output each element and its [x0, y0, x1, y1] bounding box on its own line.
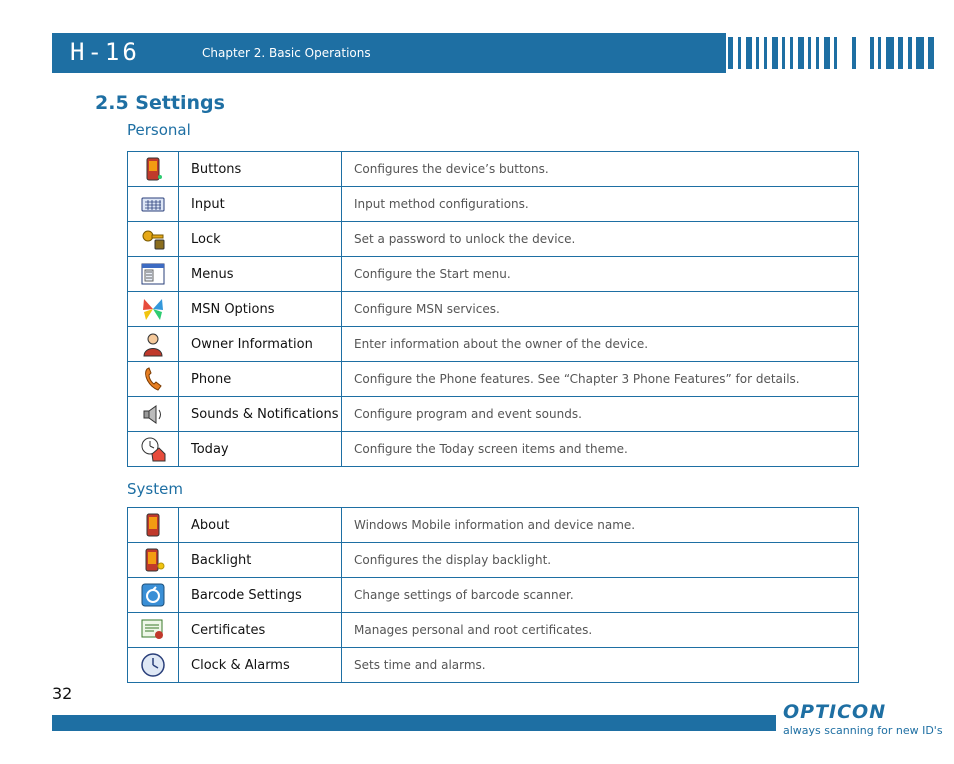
- phone-handset-icon: [140, 366, 166, 392]
- icon-cell: [128, 257, 179, 292]
- personal-setting-row: [128, 362, 859, 397]
- setting-description: Configure MSN services.: [342, 292, 859, 327]
- setting-description: Configure the Phone features. See “Chapter 3 Phone Features” for details.: [342, 362, 859, 397]
- setting-name: Barcode Settings: [179, 578, 342, 613]
- setting-name: Input: [179, 187, 342, 222]
- setting-description: Configure the Today screen items and theme.: [342, 432, 859, 467]
- setting-name: Phone: [179, 362, 342, 397]
- msn-butterfly-icon: [140, 296, 166, 322]
- system-setting-row: [128, 578, 859, 613]
- icon-cell: [128, 432, 179, 467]
- icon-cell: [128, 397, 179, 432]
- menu-window-icon: [140, 261, 166, 287]
- section-title: 2.5 Settings: [95, 92, 225, 114]
- icon-cell: [128, 327, 179, 362]
- setting-name: MSN Options: [179, 292, 342, 327]
- setting-name: Clock & Alarms: [179, 648, 342, 683]
- setting-name: About: [179, 508, 342, 543]
- setting-name: Lock: [179, 222, 342, 257]
- today-clock-home-icon: [140, 436, 166, 462]
- setting-name: Today: [179, 432, 342, 467]
- system-setting-row: [128, 613, 859, 648]
- setting-description: Input method configurations.: [342, 187, 859, 222]
- setting-name: Sounds & Notifications: [179, 397, 342, 432]
- personal-setting-row: [128, 222, 859, 257]
- setting-description: Enter information about the owner of the device.: [342, 327, 859, 362]
- icon-cell: [128, 152, 179, 187]
- icon-cell: [128, 508, 179, 543]
- setting-description: Set a password to unlock the device.: [342, 222, 859, 257]
- personal-setting-row: [128, 257, 859, 292]
- icon-cell: [128, 578, 179, 613]
- setting-name: Owner Information: [179, 327, 342, 362]
- setting-name: Backlight: [179, 543, 342, 578]
- barcode-graphic-icon: [726, 33, 936, 73]
- setting-description: Sets time and alarms.: [342, 648, 859, 683]
- setting-description: Configures the display backlight.: [342, 543, 859, 578]
- speaker-icon: [140, 401, 166, 427]
- icon-cell: [128, 543, 179, 578]
- setting-description: Change settings of barcode scanner.: [342, 578, 859, 613]
- personal-setting-row: [128, 152, 859, 187]
- system-setting-row: [128, 543, 859, 578]
- setting-description: Manages personal and root certificates.: [342, 613, 859, 648]
- personal-setting-row: [128, 432, 859, 467]
- page-number: 32: [52, 684, 73, 703]
- icon-cell: [128, 222, 179, 257]
- device-buttons-icon: [140, 156, 166, 182]
- barcode-scanner-icon: [140, 582, 166, 608]
- icon-cell: [128, 648, 179, 683]
- system-settings-table: [127, 507, 859, 683]
- icon-cell: [128, 362, 179, 397]
- personal-heading: Personal: [127, 121, 191, 139]
- setting-name: Buttons: [179, 152, 342, 187]
- opticon-logo: OPTICON: [783, 701, 887, 723]
- icon-cell: [128, 292, 179, 327]
- personal-settings-table: [127, 151, 859, 467]
- personal-setting-row: [128, 187, 859, 222]
- clock-icon: [140, 652, 166, 678]
- header-chapter: Chapter 2. Basic Operations: [202, 46, 371, 60]
- backlight-device-icon: [140, 547, 166, 573]
- header-model: H-16: [70, 38, 140, 66]
- setting-name: Certificates: [179, 613, 342, 648]
- setting-description: Configure the Start menu.: [342, 257, 859, 292]
- icon-cell: [128, 613, 179, 648]
- footer-tagline: always scanning for new ID's: [783, 724, 943, 737]
- setting-name: Menus: [179, 257, 342, 292]
- certificate-icon: [140, 617, 166, 643]
- personal-setting-row: [128, 292, 859, 327]
- system-heading: System: [127, 480, 183, 498]
- personal-setting-row: [128, 327, 859, 362]
- key-lock-icon: [140, 226, 166, 252]
- setting-description: Configure program and event sounds.: [342, 397, 859, 432]
- icon-cell: [128, 187, 179, 222]
- setting-description: Configures the device’s buttons.: [342, 152, 859, 187]
- setting-description: Windows Mobile information and device name.: [342, 508, 859, 543]
- about-device-icon: [140, 512, 166, 538]
- keyboard-icon: [140, 191, 166, 217]
- system-setting-row: [128, 648, 859, 683]
- owner-person-icon: [140, 331, 166, 357]
- footer-bar: [52, 715, 776, 731]
- personal-setting-row: [128, 397, 859, 432]
- system-setting-row: [128, 508, 859, 543]
